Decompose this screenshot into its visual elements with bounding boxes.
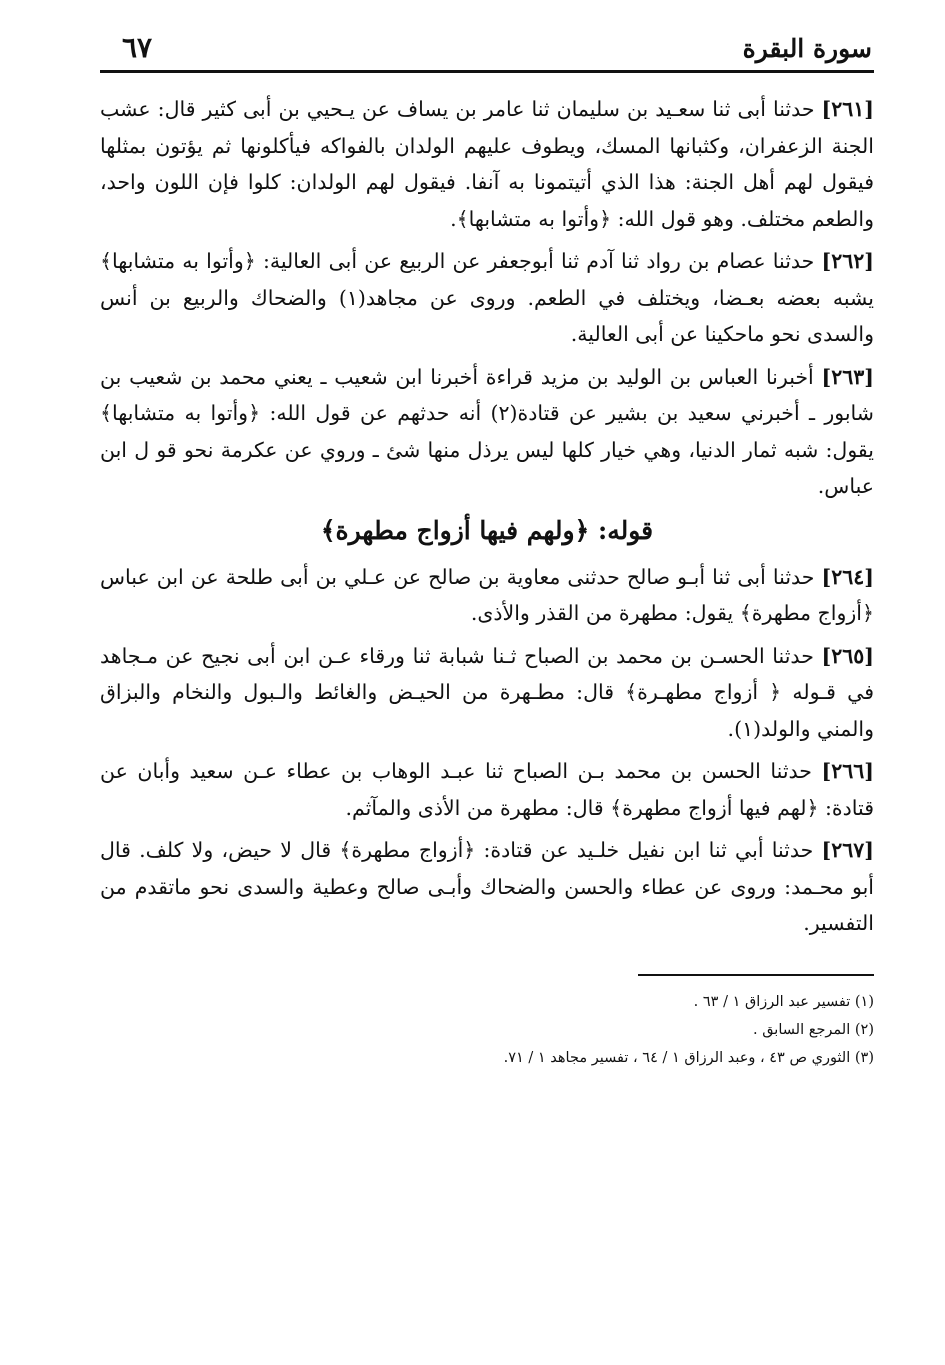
narration-text: حدثنا أبي ثنا ابن نفيل خلـيد عن قتادة: ﴿أزواج مطهرة﴾ قال لا حيض، ولا كلف. قال أبو محـمد: وروى عن عطاء والحسن والضحاك وأبـى صالح وعطية والسدى نحو ماتقدم من التفسير. <box>100 838 875 935</box>
section-heading: قوله: ﴿ولهم فيها أزواج مطهرة﴾ <box>320 515 654 545</box>
narration-number: [٢٦٥] <box>821 643 874 668</box>
narration-264 <box>100 559 874 632</box>
footnote-1: (١) تفسير عبد الرزاق ١ / ٦٣ . <box>693 993 874 1010</box>
narration-number: [٢٦١] <box>821 97 874 121</box>
narration-number: [٢٦٢] <box>821 249 874 273</box>
narration-263 <box>100 359 874 505</box>
narration-text: حدثنا أبى ثنا أبـو صالح حدثنى معاوية بن صالح عن عـلي بن أبى طلحة عن ابن عباس ﴿أزواج مطهرة﴾ يقول: مطهرة من القذر والأذى. <box>100 564 874 625</box>
narration-number: [٢٦٣] <box>821 364 874 389</box>
footnote-2: (٢) المرجع السابق . <box>752 1021 874 1038</box>
page-number: ٦٧ <box>122 31 153 64</box>
main-text <box>100 91 874 942</box>
footnote-3: (٣) الثوري ص ٤٣ ، وعبد الرزاق ١ / ٦٤ ، تفسير مجاهد ١ / ٧١. <box>503 1049 874 1066</box>
narration-266 <box>100 753 874 826</box>
page-header <box>100 28 874 73</box>
footnotes <box>100 988 874 1072</box>
narration-text: حدثنا عصام بن رواد ثنا آدم ثنا أبوجعفر عن الربيع عن أبى العالية: ﴿وأتوا به متشابها﴾ يشبه بعضه بعـضا، ويختلف في الطعم. وروى عن مجاهد(١) والضحاك والربيع بن أنس والسدى نحو ماحكينا عن أبى العالية. <box>100 249 875 346</box>
narration-text: حدثنا أبى ثنا سعـيد بن سليمان ثنا عامر بن يساف عن يـحيي بن أبى كثير قال: عشب الجنة الزعفران، وكثبانها المسك، ويطوف عليهم الولدان بالفواكه فيأكلونها ثم يؤتون بمثلها فيقول لهم أهل الجنة: هذا الذي أتيتمونا به آنفا. فيقول لهم الولدان: كلوا فإن اللون واحد، والطعم مختلف. وهو قول الله: ﴿وأتوا به متشابها﴾. <box>100 97 874 231</box>
narration-text: حدثنا الحسـن بن محمد بن الصباح ثـنا شبابة ثنا ورقاء عـن ابن أبى نجيح عن مـجاهد في قـوله ﴿ أزواج مطهـرة﴾ قال: مطـهرة من الحيـض والغائط والـبول والنخام والبزاق والمني والولد(١). <box>100 643 874 741</box>
narration-number: [٢٦٦] <box>821 759 874 783</box>
footnote-divider <box>638 974 874 976</box>
narration-265 <box>100 638 874 748</box>
narration-number: [٢٦٧] <box>821 838 874 862</box>
narration-text: حدثنا الحسن بن محمد بـن الصباح ثنا عبـد الوهاب بن عطاء عـن سعيد وأبان عن قتادة: ﴿لهم فيها أزواج مطهرة﴾ قال: مطهرة من الأذى والمآثم. <box>100 759 874 820</box>
narration-text: أخبرنا العباس بن الوليد بن مزيد قراءة أخبرنا ابن شعيب ـ يعني محمد بن شعيب بن شابور ـ أخبرني سعيد بن بشير عن قتادة(٢) أنه حدثهم عن قول الله: ﴿وأتوا به متشابها﴾ يقول: شبه ثمار الدنيا، وهي خيار كلها ليس يرذل منها شئ ـ وروي عن عكرمة نحو قو ل ابن عباس. <box>100 364 874 498</box>
narration-267 <box>100 832 874 942</box>
narration-261 <box>100 91 874 237</box>
book-page <box>100 28 874 1072</box>
narration-number: [٢٦٤] <box>821 564 874 589</box>
surah-title: سورة البقرة <box>742 34 872 63</box>
narration-262 <box>100 243 874 353</box>
